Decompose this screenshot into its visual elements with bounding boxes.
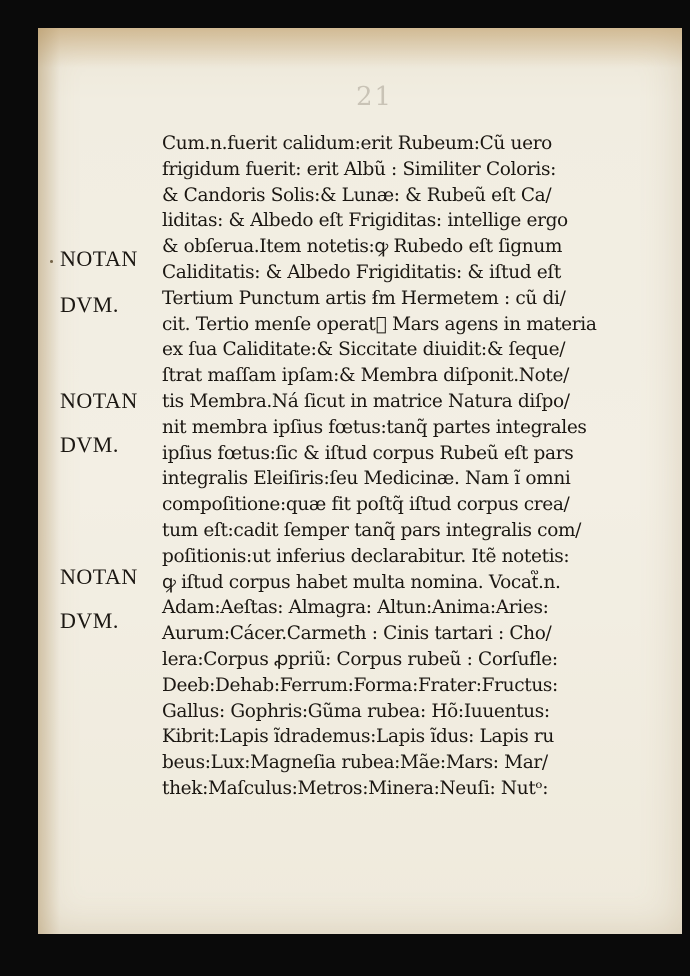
margin-note: NOTAN: [60, 564, 138, 589]
text-line: poſitionis:ut inferius declarabitur. Itẽ notetis:: [162, 545, 570, 567]
margin-note: NOTAN: [60, 246, 138, 271]
margin-note: DVM.: [60, 292, 119, 317]
margin-note: DVM.: [60, 608, 119, 633]
folio-number: 21: [356, 82, 394, 112]
text-line: Kibrit:Lapis ĩdrademus:Lapis ĩdus: Lapis ru: [162, 726, 554, 748]
text-line: Deeb:Dehab:Ferrum:Forma:Frater:Fructus:: [162, 674, 558, 696]
text-line: compoſitione:quæ fit poſtq̃ iſtud corpus crea/: [162, 494, 570, 516]
margin-note: NOTAN: [60, 388, 138, 413]
text-line: Cum.n.fuerit calidum:erit Rubeum:Cũ uero: [162, 133, 552, 154]
text-line: ex ſua Caliditate:& Siccitate diuidit:& ſeque/: [162, 339, 566, 361]
text-line: liditas: & Albedo eſt Frigiditas: intellige ergo: [162, 210, 568, 232]
text-line: ipſius fœtus:ſic & iſtud corpus Rubeũ eſt pars: [162, 442, 574, 464]
text-line: Aurum:Cácer.Carmeth : Cinis tartari : Cho/: [162, 623, 552, 645]
book-page: [38, 28, 682, 934]
text-line: & Candoris Solis:& Lunæ: & Rubeũ eſt Ca/: [162, 184, 552, 206]
text-line: cit. Tertio menſe operat᷑ Mars agens in materia: [162, 313, 597, 335]
text-line: tum eſt:cadit ſemper tanq̃ pars integralis com/: [162, 519, 582, 541]
text-line: beus:Lux:Magneſia rubea:Mãe:Mars: Mar/: [162, 752, 548, 774]
ink-speck: [50, 260, 53, 263]
text-line: Adam:Aeſtas: Almagra: Altun:Anima:Aries:: [162, 597, 549, 619]
text-line: Gallus: Gophris:Gũma rubea: Hõ:Iuuentus:: [162, 700, 550, 722]
text-line: integralis Eleiſiris:ſeu Medicinæ. Nam ĩ omni: [162, 468, 571, 490]
text-line: frigidum fuerit: erit Albũ : Similiter Coloris:: [162, 158, 556, 180]
text-line: & obſerua.Item notetis:ꝙ Rubedo eſt ſignum: [162, 236, 563, 258]
margin-note: DVM.: [60, 432, 119, 457]
text-line: lera:Corpus ꝓpriũ: Corpus rubeũ : Corſufle:: [162, 648, 558, 670]
text-line: Caliditatis: & Albedo Frigiditatis: & iſtud eſt: [162, 261, 561, 283]
main-text-block: [162, 131, 672, 802]
text-line: thek:Maſculus:Metros:Minera:Neuſi: Nutᵒ:: [162, 777, 549, 799]
text-line: ꝙ iſtud corpus habet multa nomina. Vocat᷑.n.: [162, 571, 561, 593]
text-line: nit membra ipſius fœtus:tanq̃ partes integrales: [162, 416, 587, 438]
text-line: tis Membra.Ná ſicut in matrice Natura diſpo/: [162, 390, 570, 412]
text-line: Tertium Punctum artis ẜm Hermetem : cũ di/: [162, 287, 566, 309]
text-line: ſtrat maſſam ipſam:& Membra diſponit.Note/: [162, 365, 569, 387]
